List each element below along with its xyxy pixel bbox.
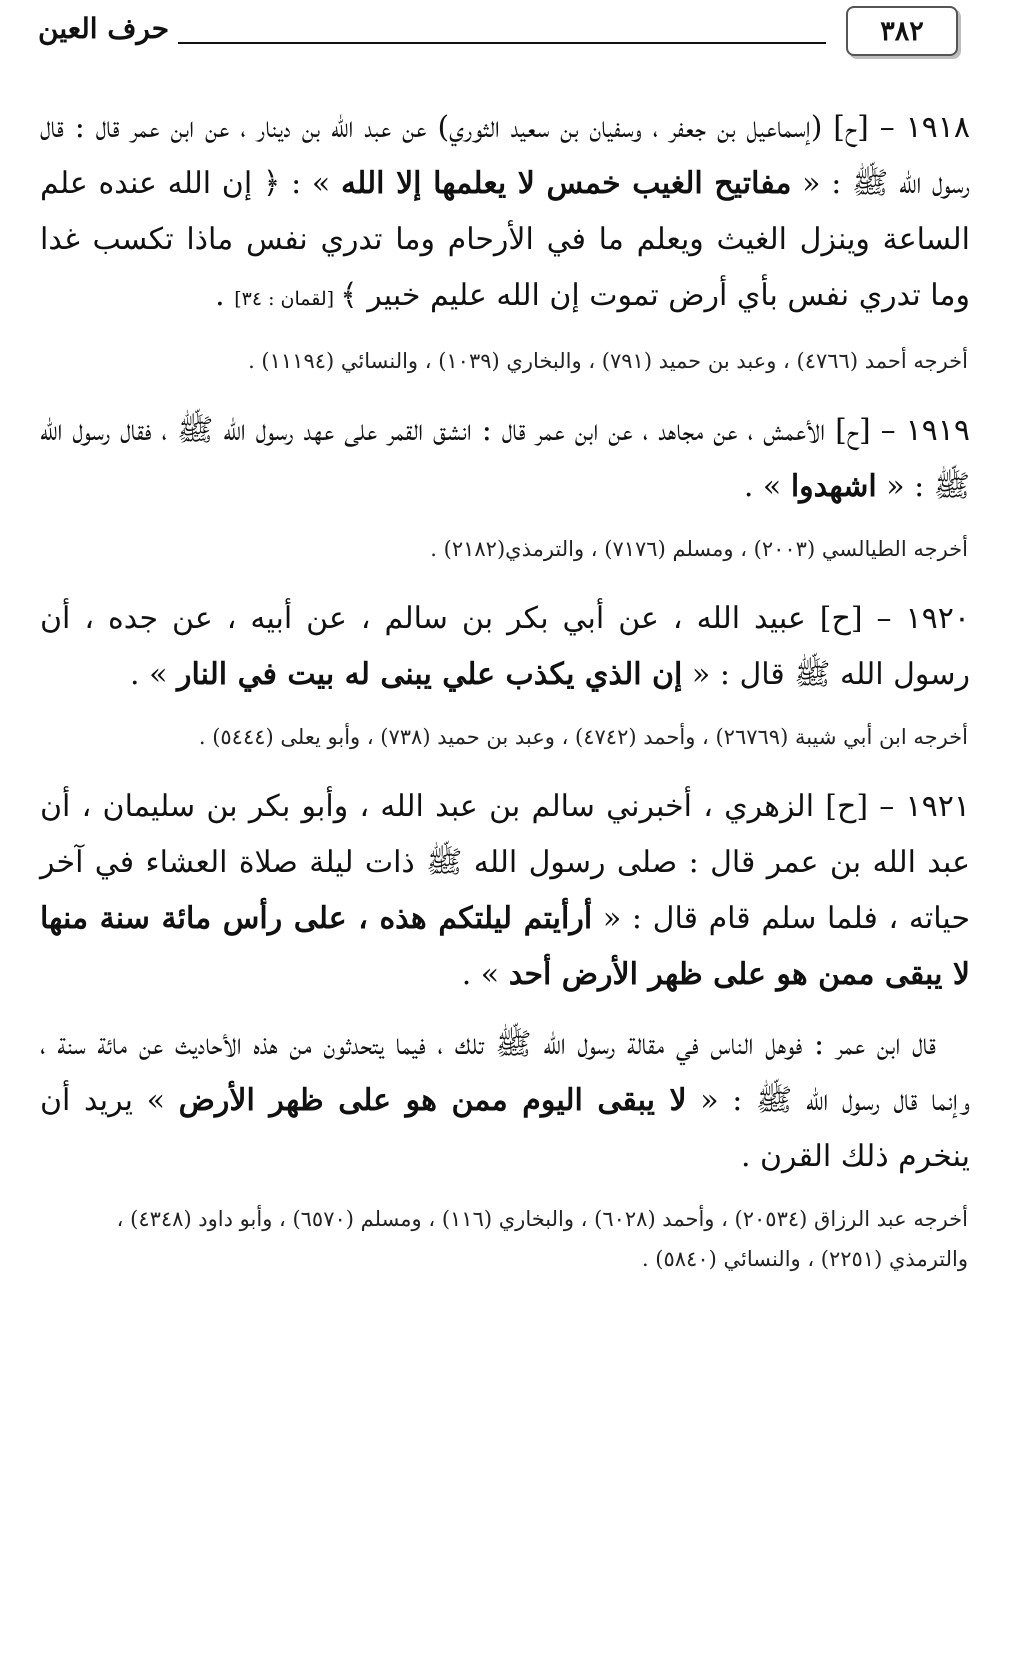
hadith-1919 — [40, 403, 970, 515]
hadith-number: ١٩١٩ – [ح] — [835, 413, 971, 448]
hadith-number: ١٩٢٠ – [ح] — [819, 601, 970, 636]
takhrij-1920: أخرجه ابن أبي شيبة (٢٦٧٦٩) ، وأحمد (٤٧٤٢) ، وعبد بن حميد (٧٣٨) ، وأبو يعلى (٥٤٤٤) . — [198, 725, 968, 749]
hadith-1918 — [40, 100, 970, 327]
running-title: حرف العين — [38, 12, 170, 45]
hadith-matn: مفاتيح الغيب خمس لا يعلمها إلا الله — [340, 166, 792, 201]
hadith-matn: إن الذي يكذب علي يبنى له بيت في النار — [176, 657, 683, 692]
hadith-text: » . — [130, 657, 177, 692]
commentary-text: » يريد أن ينخرم ذلك القرن . — [40, 1083, 970, 1174]
hadith-text: » : — [280, 166, 341, 201]
commentary-text: قال ابن عمر : فوهل الناس في مقالة رسول الله ﷺ تلك ، فيما يتحدثون من هذه الأحاديث عن مائة سنة ، وإنما قال رسول الله ﷺ : « — [40, 1027, 970, 1118]
hadith-number: ١٩٢١ – [ح] — [825, 789, 970, 824]
takhrij-1919: أخرجه الطيالسي (٢٠٠٣) ، ومسلم (٧١٧٦) ، والترمذي(٢١٨٢) . — [430, 537, 968, 561]
page-number: ٣٨٢ — [846, 6, 958, 56]
hadith-matn: لا يبقى اليوم ممن هو على ظهر الأرض — [178, 1083, 687, 1118]
takhrij-1921: أخرجه عبد الرزاق (٢٠٥٣٤) ، وأحمد (٦٠٢٨) ، والبخاري (١١٦) ، ومسلم (٦٥٧٠) ، وأبو داود (٤٣٤٨) ، والترمذي (٢٢٥١) ، والنسائي (٥٨٤٠) . — [116, 1207, 968, 1271]
isnad-text: عبيد الله ، عن أبي بكر بن سالم ، عن أبيه ، عن جده ، أن رسول الله ﷺ قال : « — [40, 601, 970, 692]
hadith-1921 — [40, 779, 970, 1003]
hadith-text: . — [215, 278, 235, 313]
isnad-text: الأعمش ، عن مجاهد ، عن ابن عمر قال : انشق القمر على عهد رسول الله ﷺ ، فقال رسول الله ﷺ : « — [40, 413, 970, 504]
quran-verse: ﴿ إن الله عنده علم الساعة وينزل الغيث ويعلم ما في الأرحام وما تدري نفس ماذا تكسب غدا وما تدري نفس بأي أرض تموت إن الله عليم خبير ﴾ — [40, 166, 970, 313]
hadith-matn: أرأيتم ليلتكم هذه ، على رأس مائة سنة منها لا يبقى ممن هو على ظهر الأرض أحد — [40, 901, 970, 992]
hadith-number: ١٩١٨ – [ح] — [833, 110, 971, 145]
page-content — [40, 100, 970, 1301]
hadith-text: » . — [743, 469, 791, 504]
isnad-text: (إسماعيل بن جعفر ، وسفيان بن سعيد الثوري) عن عبد الله بن دينار ، عن ابن عمر قال : قال رسول الله ﷺ : « — [40, 110, 971, 201]
header-rule — [178, 42, 826, 44]
takhrij-1918: أخرجه أحمد (٤٧٦٦) ، وعبد بن حميد (٧٩١) ، والبخاري (١٠٣٩) ، والنسائي (١١١٩٤) . — [248, 349, 968, 373]
hadith-1920 — [40, 591, 970, 703]
isnad-text: الزهري ، أخبرني سالم بن عبد الله ، وأبو بكر بن سليمان ، أن عبد الله بن عمر قال : صلى رسول الله ﷺ ذات ليلة صلاة العشاء في آخر حياته ، فلما سلم قام قال : « — [40, 789, 970, 936]
verse-reference: [لقمان : ٣٤] — [234, 288, 341, 310]
hadith-text: » . — [461, 957, 509, 992]
hadith-1921-commentary — [40, 1017, 970, 1185]
hadith-matn: اشهدوا — [790, 469, 877, 504]
